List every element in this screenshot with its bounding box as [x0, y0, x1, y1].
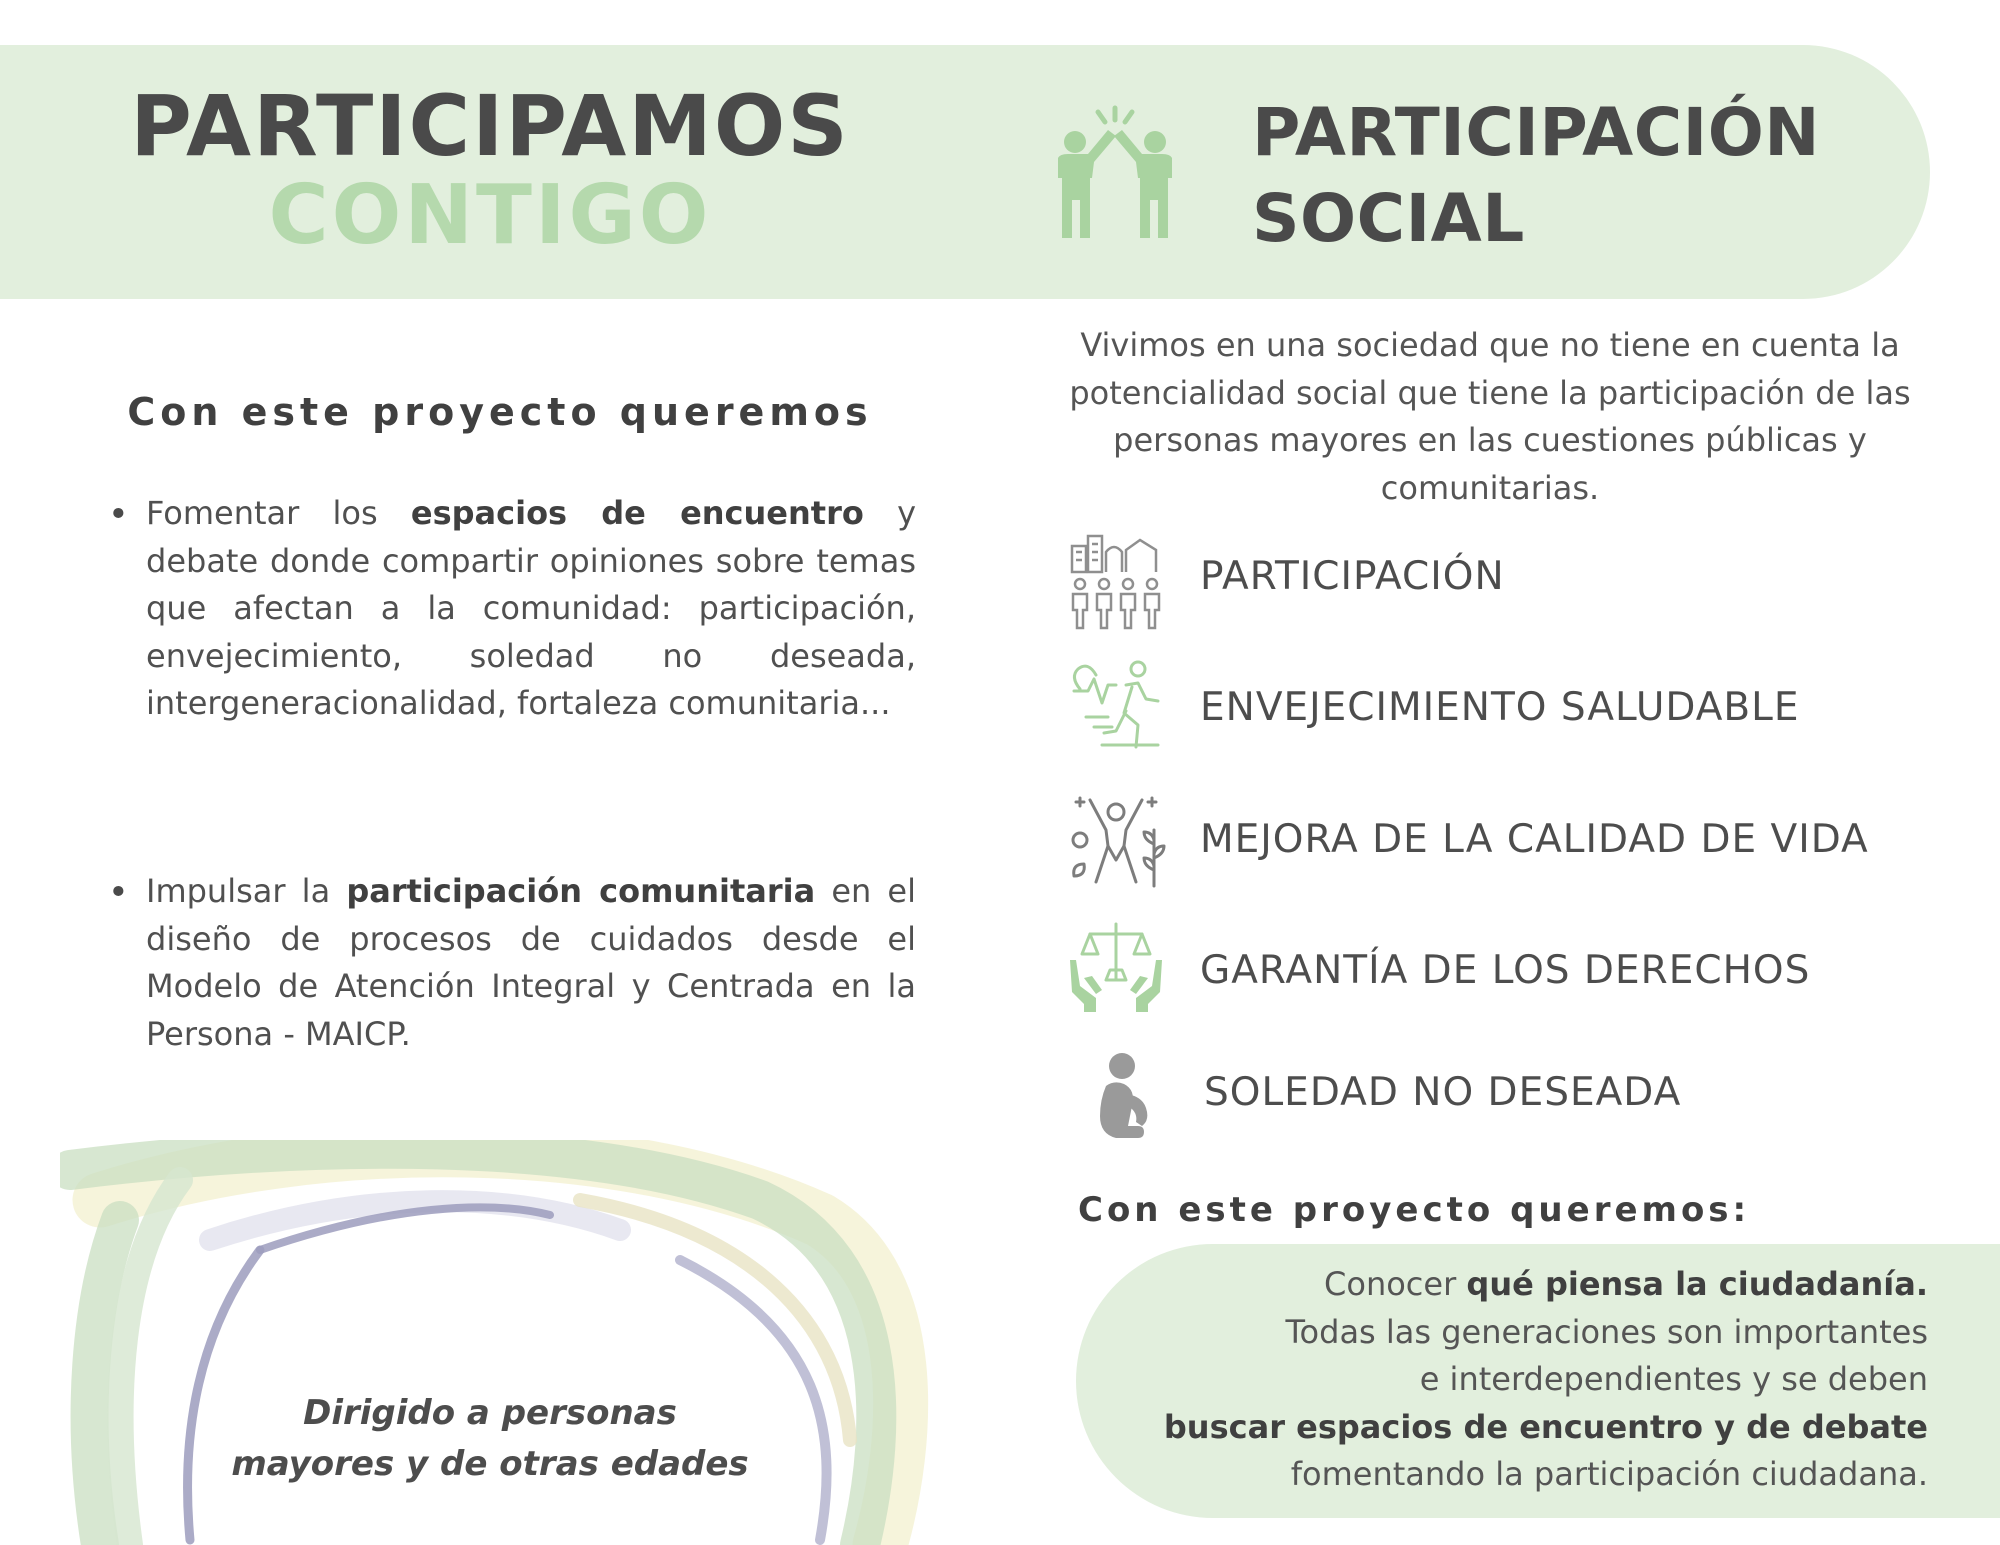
wellbeing-person-icon: [1066, 790, 1166, 890]
main-subtitle: CONTIGO: [268, 168, 712, 263]
justice-scale-hands-icon: [1066, 920, 1166, 1020]
target-audience-line2: mayores y de otras edades: [231, 1444, 749, 1484]
section-title: PARTICIPACIÓN: [1252, 94, 1821, 171]
bullet-item: Impulsar la participación comunitaria en el diseño de procesos de cuidados desde el Modelo de Atención Integral y Centrada en la Persona - MAICP.: [146, 872, 916, 1053]
intro-paragraph: Vivimos en una sociedad que no tiene en cuenta la potencialidad social que tiene la participación de las personas mayores en las cuestiones públicas y comunitarias.: [1069, 326, 1911, 507]
topic-label: SOLEDAD NO DESEADA: [1204, 1070, 1682, 1115]
bullet-item: Fomentar los espacios de encuentro y debate donde compartir opiniones sobre temas que afectan a la comunidad: participación, envejecimiento, soledad no deseada, intergeneracionalidad, fortaleza comunitaria...: [146, 494, 917, 722]
topic-label: ENVEJECIMIENTO SALUDABLE: [1200, 685, 1800, 730]
goal-callout-text: [1110, 1261, 1928, 1499]
topic-label: MEJORA DE LA CALIDAD DE VIDA: [1200, 817, 1869, 862]
callout-line: buscar espacios de encuentro y de debate: [1163, 1407, 1928, 1446]
main-title: PARTICIPAMOS: [130, 77, 850, 175]
topic-label: GARANTÍA DE LOS DERECHOS: [1200, 948, 1811, 993]
bullet-dot: •: [108, 873, 129, 913]
left-subheading: Con este proyecto queremos: [127, 390, 873, 434]
target-audience-line1: Dirigido a personas: [303, 1393, 677, 1433]
callout-line: Todas las generaciones son importantes: [1285, 1312, 1928, 1351]
running-heartbeat-icon: [1066, 655, 1166, 755]
section-subtitle: SOCIAL: [1252, 180, 1525, 257]
sitting-alone-person-icon: [1066, 1050, 1166, 1150]
callout-line: Conocer qué piensa la ciudadanía.: [1324, 1265, 1928, 1303]
right-subheading: Con este proyecto queremos:: [1078, 1190, 1751, 1230]
community-people-icon: [1066, 532, 1166, 632]
callout-line: fomentando la participación ciudadana.: [1290, 1455, 1928, 1493]
high-five-icon: [1040, 100, 1190, 245]
topic-label: PARTICIPACIÓN: [1200, 554, 1505, 599]
callout-line: e interdependientes y se deben: [1419, 1360, 1928, 1398]
bullet-dot: •: [108, 495, 129, 535]
